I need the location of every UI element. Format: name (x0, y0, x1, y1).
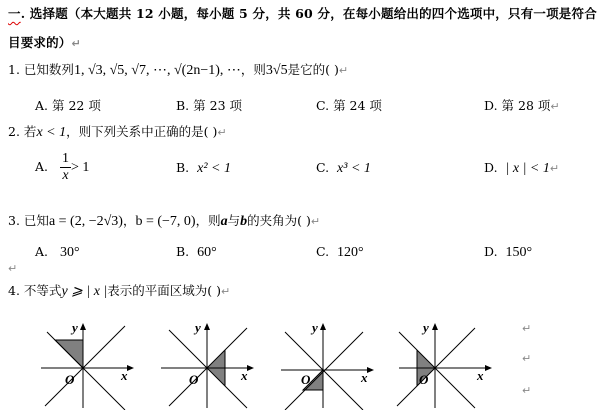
question-text: ，则 (240, 62, 266, 77)
question-1 (8, 60, 348, 79)
section-title-cont: 目要求的） (8, 35, 72, 50)
math-inequality: y ⩾ | x | (61, 284, 108, 299)
question-4 (8, 281, 230, 300)
axis-y-label: y (312, 320, 318, 335)
axis-x-label: x (361, 370, 368, 385)
graph-c[interactable] (275, 318, 380, 410)
q3-option-c[interactable]: C. 120° (316, 244, 364, 260)
q3-option-b[interactable]: B. 60° (176, 244, 217, 260)
paragraph-mark: ↵ (8, 262, 18, 275)
origin-label: O (419, 372, 429, 387)
axis-y-label: y (72, 320, 78, 335)
question-2 (8, 122, 227, 141)
q2-option-d[interactable]: D. | x | < 1↵ (484, 160, 560, 176)
origin-label: O (301, 372, 311, 387)
axis-x-label: x (241, 368, 248, 383)
question-text: 表示的平面区域为( ) (107, 283, 222, 298)
paragraph-mark: ↵ (71, 37, 81, 50)
fraction: $\frac{1}{x}$ (61, 151, 69, 183)
paragraph-mark: ↵ (522, 384, 532, 397)
question-text: 已知数列 (23, 62, 74, 77)
question-text: ，则下列关系中正确的是( ) (66, 124, 218, 139)
graph-d[interactable] (393, 318, 498, 410)
graph-b[interactable] (155, 318, 260, 410)
section-title: . 选择题（本大题共 12 小题，每小题 5 分，共 60 分，在每小题给出的四个选项中，只有一项是符合 (20, 6, 597, 21)
paragraph-mark: ↵ (338, 64, 349, 77)
paragraph-mark: ↵ (550, 100, 560, 113)
q1-option-b[interactable]: B. 第 23 项 (176, 98, 243, 113)
question-3: 3. 已知a = (2, −2√3)，b = (−7, 0)，则a与b的夹角为( )↵ (8, 213, 321, 229)
question-text: 是它的( ) (287, 62, 339, 77)
axis-x-label: x (477, 368, 484, 383)
math-term: 3√5 (265, 63, 288, 78)
section-header (8, 4, 597, 22)
question-text: 若 (23, 124, 37, 139)
paragraph-mark: ↵ (522, 352, 532, 365)
q2-option-a[interactable]: A. $\frac{1}{x}$ > 1 (35, 151, 90, 183)
q3-option-a[interactable]: A. 30° (35, 244, 80, 260)
vector-a: a = (2, −2√3) (48, 214, 123, 229)
math-sequence: 1, √3, √5, √7, ⋯, √(2n−1), ⋯ (73, 63, 241, 78)
q2-option-c[interactable]: C. x³ < 1 (316, 160, 371, 176)
question-number: 3. (8, 213, 20, 228)
q1-option-a[interactable]: A. 第 22 项 (35, 98, 101, 113)
origin-label: O (65, 372, 75, 387)
paragraph-mark: ↵ (549, 162, 560, 175)
q1-option-d[interactable]: D. 第 28 项↵ (484, 98, 560, 113)
math-condition: x < 1 (36, 125, 67, 140)
paragraph-mark: ↵ (217, 126, 227, 139)
section-number: 一 (8, 6, 21, 21)
origin-label: O (189, 372, 199, 387)
question-number: 4. (8, 283, 20, 298)
q3-option-d[interactable]: D. 150° (484, 244, 533, 260)
question-number: 2. (8, 124, 20, 139)
axis-y-label: y (195, 320, 201, 335)
paragraph-mark: ↵ (310, 215, 321, 228)
axis-x-label: x (121, 368, 128, 383)
question-number: 1. (8, 62, 20, 77)
vector-b: b = (−7, 0) (135, 214, 196, 229)
section-header-continued (8, 33, 81, 51)
paragraph-mark: ↵ (221, 285, 231, 298)
axis-y-label: y (423, 320, 429, 335)
graph-a[interactable] (35, 318, 140, 410)
question-text: 已知 (23, 213, 49, 228)
paragraph-mark: ↵ (522, 322, 532, 335)
q2-option-b[interactable]: B. x² < 1 (176, 160, 231, 176)
q1-option-c[interactable]: C. 第 24 项 (316, 98, 382, 113)
question-text: 不等式 (23, 283, 62, 298)
